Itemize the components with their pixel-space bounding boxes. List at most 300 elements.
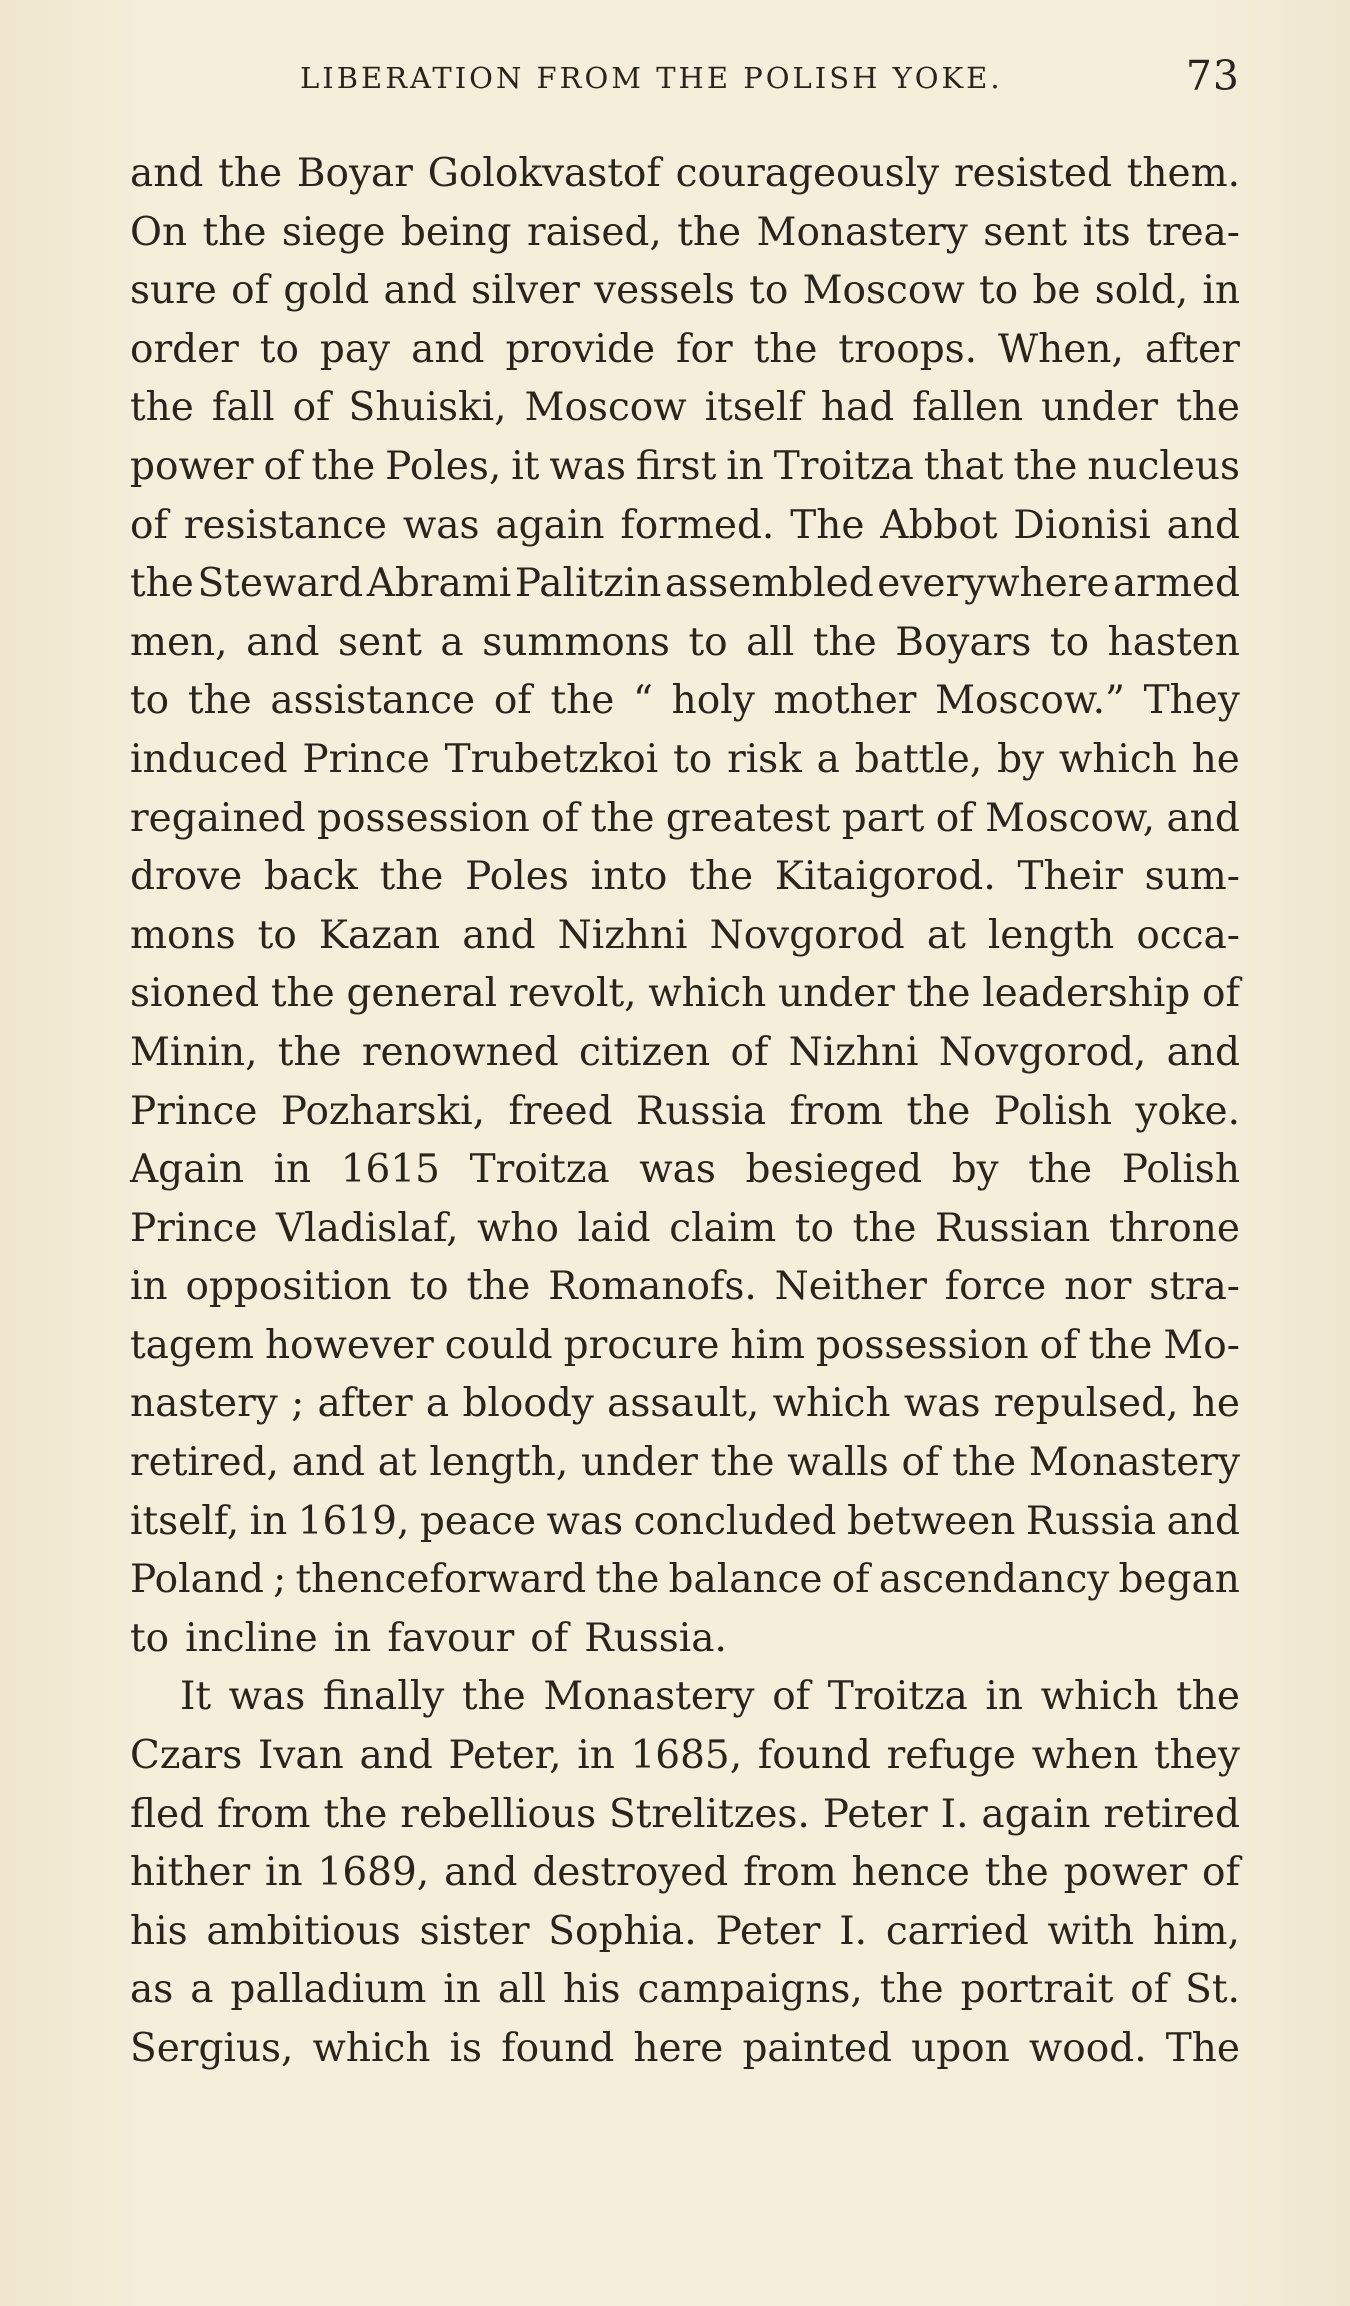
word: raised, <box>526 209 662 255</box>
word: of <box>1202 1850 1240 1896</box>
word: the <box>550 678 615 724</box>
word: It <box>180 1674 212 1720</box>
word: Poles <box>465 854 569 900</box>
word: Monastery <box>543 1674 755 1720</box>
word: battle, <box>854 736 983 782</box>
word: again <box>981 1791 1091 1837</box>
word: renowned <box>361 1029 559 1075</box>
word: and <box>462 912 536 958</box>
word: Polish <box>993 1088 1112 1134</box>
word: claim <box>669 1205 777 1251</box>
word: bloody <box>462 1381 594 1427</box>
word: and <box>1166 1029 1240 1075</box>
word: sister <box>419 1908 530 1954</box>
word: holy <box>671 678 755 724</box>
text-line <box>130 497 1240 556</box>
word: assault, <box>607 1381 760 1427</box>
word: all <box>746 619 795 665</box>
word: was <box>549 443 626 489</box>
word: all <box>497 1967 547 2013</box>
word: leadership <box>982 971 1191 1017</box>
word: occa- <box>1136 912 1240 958</box>
word: being <box>400 209 512 255</box>
word: Steward <box>197 561 364 607</box>
word: laid <box>577 1205 651 1251</box>
text-line <box>130 1258 1240 1317</box>
word: provide <box>505 326 656 372</box>
word: of <box>935 795 974 841</box>
word: nastery <box>130 1381 278 1427</box>
word: in <box>273 1147 312 1193</box>
word: the <box>218 151 283 196</box>
word: which <box>1058 736 1177 782</box>
word: Peter <box>822 1791 928 1837</box>
word: him, <box>1152 1908 1240 1954</box>
word: yoke. <box>1135 1088 1240 1134</box>
word: portrait <box>960 1967 1114 2013</box>
word: Abbot <box>880 502 998 548</box>
word: procure <box>563 1322 720 1368</box>
text-line <box>130 965 1240 1024</box>
word: Troitza <box>773 443 914 489</box>
word: Peter <box>715 1908 821 1954</box>
running-title: LIBERATION FROM THE POLISH YOKE. <box>300 61 1003 95</box>
word: and <box>411 326 485 372</box>
word: the <box>379 854 444 900</box>
word: who <box>477 1205 559 1251</box>
text-line <box>130 614 1240 673</box>
word: which <box>312 2026 431 2071</box>
word: which <box>772 1381 891 1427</box>
word: Boyar <box>296 151 413 196</box>
word: Troitza <box>827 1674 968 1720</box>
word: to <box>688 619 728 665</box>
word: of <box>1039 1322 1078 1368</box>
word: his <box>562 1967 621 2013</box>
word: it <box>511 443 540 489</box>
text-line <box>130 555 1240 614</box>
word: the <box>906 1088 971 1134</box>
word: between <box>847 1498 1016 1544</box>
word: the <box>590 795 655 841</box>
word: Monastery <box>1028 1440 1240 1486</box>
word: in <box>333 1615 372 1661</box>
word: Minin, <box>130 1029 258 1075</box>
word: risk <box>727 736 802 782</box>
word: Prince <box>302 736 430 782</box>
word: from <box>217 1791 311 1837</box>
word: had <box>820 385 895 431</box>
text-line <box>130 907 1240 966</box>
text-line <box>130 145 1240 204</box>
word: Sophia. <box>548 1908 697 1954</box>
word: of <box>231 268 270 314</box>
word: Mo- <box>1163 1322 1240 1368</box>
word: silver <box>471 268 580 314</box>
word: and <box>383 268 457 314</box>
word: his <box>130 1908 188 1954</box>
word: hither <box>130 1850 251 1896</box>
word: Palitzin <box>514 561 662 607</box>
word: for <box>676 326 733 372</box>
word: the <box>812 619 877 665</box>
text-line <box>130 1903 1240 1962</box>
word: power <box>1063 1850 1188 1896</box>
word: assembled <box>664 561 874 607</box>
word: from <box>743 1850 837 1896</box>
word: here <box>633 2026 724 2071</box>
word: sent <box>983 209 1068 255</box>
word: sure <box>130 268 217 314</box>
word: fled <box>130 1791 205 1837</box>
word: Ivan <box>257 1733 344 1779</box>
word: the <box>130 385 194 431</box>
word: Strelitzes. <box>609 1791 810 1837</box>
word: found <box>757 1733 871 1779</box>
word: On <box>130 209 188 255</box>
word: they <box>1153 1733 1240 1779</box>
word: the <box>689 854 754 900</box>
word: and <box>1166 502 1240 548</box>
word: length, <box>429 1440 569 1486</box>
word: at <box>926 912 966 958</box>
word: thenceforward <box>295 1557 587 1603</box>
word: in <box>1202 268 1240 314</box>
word: of <box>263 443 302 489</box>
text-line <box>130 1551 1240 1610</box>
word: in <box>577 1733 615 1779</box>
word: the <box>1176 1674 1240 1720</box>
word: fallen <box>912 385 1024 431</box>
word: Novgorod <box>709 912 905 958</box>
text-line <box>130 1024 1240 1083</box>
word: mons <box>130 912 236 958</box>
text-line <box>130 204 1240 263</box>
word: upon <box>911 2026 1010 2071</box>
word: I. <box>839 1908 868 1954</box>
word: and <box>291 1440 366 1486</box>
word: Russia. <box>584 1615 727 1661</box>
word: the <box>952 1440 1017 1486</box>
word: Czars <box>130 1733 243 1779</box>
word: a <box>425 1381 450 1427</box>
word: throne <box>1108 1205 1240 1251</box>
word: Poles, <box>385 443 502 489</box>
word: was <box>903 1381 981 1427</box>
word: under <box>777 971 895 1017</box>
word: and <box>444 1850 518 1896</box>
word: at <box>377 1440 417 1486</box>
word: Kazan <box>318 912 441 958</box>
text-line <box>130 1493 1240 1552</box>
word: a <box>816 736 840 782</box>
word: force <box>944 1264 1047 1310</box>
word: Russia <box>1025 1498 1157 1544</box>
word: campaigns, <box>637 1967 863 2013</box>
word: Troitza <box>469 1147 610 1193</box>
word: in <box>726 443 764 489</box>
text-line <box>130 1786 1240 1845</box>
word: after <box>1144 326 1240 372</box>
word: with <box>1047 1908 1135 1954</box>
word: in <box>265 1850 303 1896</box>
text-line <box>130 1375 1240 1434</box>
word: Nizhni <box>788 1029 919 1075</box>
word: which <box>1040 1674 1159 1720</box>
word: nucleus <box>1087 443 1240 489</box>
word: Their <box>1017 854 1123 900</box>
word: the <box>1088 1322 1153 1368</box>
word: the <box>1013 443 1078 489</box>
word: rebellious <box>400 1791 597 1837</box>
word: Kitaigorod. <box>774 854 996 900</box>
word: Trubetzkoi <box>444 736 659 782</box>
word: power <box>130 443 254 489</box>
word: a <box>190 1967 214 2013</box>
word: assistance <box>270 678 476 724</box>
word: him <box>730 1322 805 1368</box>
word: of <box>1202 971 1240 1017</box>
word: sold, <box>1094 268 1189 314</box>
word: the <box>984 1850 1049 1896</box>
word: its <box>1082 209 1131 255</box>
word: regained <box>130 795 306 841</box>
word: the <box>187 678 252 724</box>
word: to <box>1049 619 1090 665</box>
word: the <box>595 1557 660 1603</box>
word: ambitious <box>206 1908 401 1954</box>
word: pay <box>319 326 391 372</box>
word: first <box>635 443 717 489</box>
text-line <box>130 1668 1240 1727</box>
word: Romanofs. <box>548 1264 757 1310</box>
word: the <box>461 1674 526 1720</box>
word: formed. <box>620 502 775 548</box>
word: everywhere <box>877 561 1110 607</box>
word: Pozharski, <box>280 1088 485 1134</box>
word: after <box>317 1381 413 1427</box>
word: the <box>202 209 267 255</box>
text-line <box>130 1200 1240 1259</box>
word: to <box>259 326 299 372</box>
word: again <box>495 502 605 548</box>
word: Russian <box>934 1205 1091 1251</box>
word: Poland <box>130 1557 264 1603</box>
word: in <box>443 1967 481 2013</box>
word: Russia <box>635 1088 767 1134</box>
word: by <box>997 736 1045 782</box>
text-line <box>130 848 1240 907</box>
word: and <box>1166 1498 1240 1544</box>
word: and <box>246 619 320 665</box>
word: to <box>130 678 170 724</box>
word: the <box>270 971 335 1017</box>
word: of <box>730 1029 769 1075</box>
word: under <box>1041 385 1159 431</box>
word: the <box>311 443 376 489</box>
word: sent <box>337 619 422 665</box>
word: of <box>772 1674 811 1720</box>
word: nor <box>1064 1264 1132 1310</box>
word: resisted <box>953 151 1112 196</box>
word: possession <box>815 1322 1029 1368</box>
word: freed <box>508 1088 613 1134</box>
text-line <box>130 262 1240 321</box>
word: Moscow, <box>985 795 1156 841</box>
word: hence <box>851 1850 970 1896</box>
word: The <box>790 502 865 548</box>
word: the <box>1176 385 1240 431</box>
word: Moscow <box>802 268 965 314</box>
word: I. <box>940 1791 969 1837</box>
word: palladium <box>230 1967 427 2013</box>
word: of <box>493 678 532 724</box>
word: 1685, <box>630 1733 743 1779</box>
word: general <box>346 971 498 1017</box>
word: possession <box>317 795 530 841</box>
word: of <box>1130 1967 1169 2013</box>
word: Vladislaf, <box>275 1205 459 1251</box>
word: the <box>677 209 742 255</box>
word: troops. <box>838 326 978 372</box>
word: incline <box>185 1615 318 1661</box>
word: fall <box>211 385 275 431</box>
text-line <box>130 379 1240 438</box>
word: in <box>249 1498 288 1544</box>
word: walls <box>787 1440 889 1486</box>
word: of <box>901 1440 940 1486</box>
text-line <box>130 672 1240 731</box>
word: Dionisi <box>1013 502 1151 548</box>
paragraph-1 <box>130 145 1240 1668</box>
word: repulsed, <box>993 1381 1179 1427</box>
word: Moscow.” <box>935 678 1125 724</box>
word: part <box>841 795 925 841</box>
word: Peter, <box>448 1733 562 1779</box>
text-line <box>130 1961 1240 2020</box>
word: by <box>951 1147 999 1193</box>
word: when <box>1031 1733 1139 1779</box>
word: however <box>264 1322 434 1368</box>
word: into <box>590 854 668 900</box>
word: the <box>753 326 818 372</box>
word: mother <box>773 678 917 724</box>
word: Nizhni <box>557 912 688 958</box>
word: finally <box>322 1674 445 1720</box>
word: resistance <box>183 502 387 548</box>
text-line <box>130 1083 1240 1142</box>
word: painted <box>742 2026 892 2071</box>
word: siege <box>281 209 386 255</box>
word: Novgorod, <box>938 1029 1147 1075</box>
word: of <box>541 795 580 841</box>
word: trea- <box>1146 209 1240 255</box>
word: be <box>1032 268 1081 314</box>
word: refuge <box>886 1733 1016 1779</box>
word: in <box>130 1264 168 1310</box>
word: courageously <box>675 151 940 196</box>
word: and <box>1166 795 1240 841</box>
word: the <box>466 1264 531 1310</box>
word: Shuiski, <box>348 385 507 431</box>
text-line <box>130 1434 1240 1493</box>
word: back <box>263 854 358 900</box>
word: 1689, <box>317 1850 430 1896</box>
word: 1619, <box>297 1498 410 1544</box>
word: “ <box>633 678 653 724</box>
word: vessels <box>594 268 735 314</box>
running-head <box>130 52 1240 112</box>
word: peace <box>419 1498 537 1544</box>
word: gold <box>283 268 370 314</box>
word: to <box>257 912 297 958</box>
word: of <box>292 385 331 431</box>
word: 1615 <box>340 1147 440 1193</box>
word: the <box>130 561 194 607</box>
word: ; <box>291 1381 305 1427</box>
paragraph-2 <box>130 1668 1240 2078</box>
text-line <box>130 731 1240 790</box>
word: to <box>409 1264 449 1310</box>
word: was <box>546 1498 624 1544</box>
page-number: 73 <box>1185 52 1240 100</box>
word: sum- <box>1144 854 1240 900</box>
word: is <box>449 2026 483 2071</box>
word: the <box>852 1205 917 1251</box>
word: induced <box>130 736 288 782</box>
word: tagem <box>130 1322 254 1368</box>
text-line <box>130 321 1240 380</box>
text-line <box>130 1317 1240 1376</box>
word: the <box>277 1029 342 1075</box>
word: them. <box>1126 151 1240 196</box>
text-line <box>130 1141 1240 1200</box>
word: St. <box>1185 1967 1240 2013</box>
text-line <box>130 1727 1240 1786</box>
word: Boyars <box>895 619 1032 665</box>
body-text <box>130 145 1240 2079</box>
word: the <box>323 1791 388 1837</box>
word: drove <box>130 854 243 900</box>
word: he <box>1191 1381 1240 1427</box>
word: sioned <box>130 971 260 1017</box>
word: Prince <box>130 1205 258 1251</box>
word: the <box>710 1440 775 1486</box>
word: was <box>639 1147 716 1193</box>
text-line <box>130 2020 1240 2079</box>
word: Prince <box>130 1088 258 1134</box>
word: to <box>979 268 1019 314</box>
word: as <box>130 1967 174 2013</box>
word: Abrami <box>366 561 512 607</box>
word: from <box>789 1088 884 1134</box>
word: Neither <box>774 1264 927 1310</box>
word: carried <box>885 1908 1029 1954</box>
word: destroyed <box>532 1850 729 1896</box>
word: hasten <box>1107 619 1240 665</box>
word: wood. <box>1028 2026 1147 2071</box>
word: to <box>794 1205 834 1251</box>
word: citizen <box>579 1029 711 1075</box>
text-line <box>130 1844 1240 1903</box>
text-line <box>130 1610 1240 1669</box>
word: of <box>130 502 168 548</box>
word: began <box>1118 1557 1240 1603</box>
word: ; <box>273 1557 287 1603</box>
word: to <box>749 268 789 314</box>
word: men, <box>130 619 228 665</box>
word: which <box>648 971 767 1017</box>
